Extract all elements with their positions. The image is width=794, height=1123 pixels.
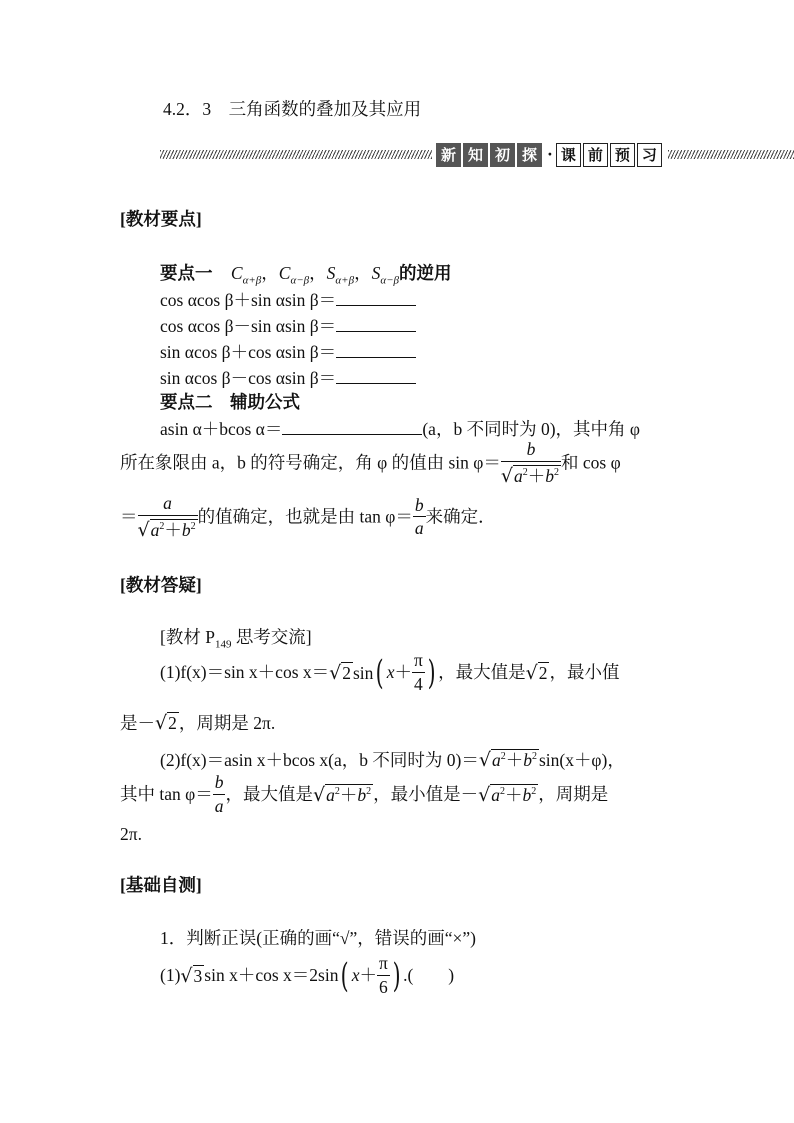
point1-suffix: 的逆用 <box>399 263 452 283</box>
point2-label: 要点二 辅助公式 <box>160 392 300 412</box>
heading-self-test: [基础自测] <box>120 875 202 895</box>
point1-item: cos αcos β－sin αsin β＝ <box>160 317 416 336</box>
banner-char: 知 <box>463 143 488 167</box>
section-banner <box>436 143 664 167</box>
question-1: 1．判断正误(正确的画“√”，错误的画“×”) <box>160 928 476 948</box>
banner-char: 预 <box>610 143 635 167</box>
answer-blank[interactable] <box>336 343 416 358</box>
answer-item-2: (2)f(x)＝asin x＋bcos x(a，b 不同时为 $0)=√a^2+b^2$ sin(x＋φ)， <box>160 749 625 771</box>
banner-char: 课 <box>556 143 581 167</box>
banner-char: 初 <box>490 143 515 167</box>
answer-blank[interactable] <box>336 317 416 332</box>
answer-item-1-line-2: 是－√2 ，周期是 2π. <box>120 712 276 734</box>
aux-line-2: 所在象限由 a，b 的符号确定，角 φ 的值由 sin φ＝ $\frac{b}{√a^2+b^2}$ 和 cos φ <box>120 439 621 487</box>
answer-item-1: (1)f(x)＝sin x＋cos x＝√2 sin( x＋ $\frac{\pi}{4}$ ) ，最大值是√2 ，最小值 <box>160 650 620 694</box>
point1-label: 要点一 <box>160 263 213 283</box>
textbook-reference: [教材 $P_{149}$ 思考交流] <box>160 627 312 651</box>
question-1-item-1: (1)√3 sin x＋cos x＝2sin( x＋ $\frac{\pi}{6}$ ) .( ) <box>160 953 455 997</box>
banner-char: 探 <box>517 143 542 167</box>
answer-blank[interactable] <box>336 369 416 384</box>
answer-item-2-line-3: 2π. <box>120 824 142 844</box>
section-title: 4.2．3 三角函数的叠加及其应用 <box>163 99 422 119</box>
heading-key-points: [教材要点] <box>120 209 202 229</box>
heading-answers: [教材答疑] <box>120 575 202 595</box>
point1-line: 要点一 $C_{\alpha+\beta}$，$C_{\alpha-\beta}$，$S_{\alpha+\beta}$，$S_{\alpha-\beta}$的逆用 <box>160 263 452 287</box>
banner-hatch-right <box>668 150 794 159</box>
banner-char: 习 <box>637 143 662 167</box>
banner-dot: · <box>547 144 553 164</box>
fraction-b-over-sqrt: $\frac{b}{√a^2+b^2}$ <box>500 439 559 487</box>
point1-item: sin αcos β＋cos αsin β＝ <box>160 343 416 362</box>
banner-hatch-left <box>160 150 432 159</box>
banner-char: 前 <box>583 143 608 167</box>
fraction-b-over-a: $\frac{b}{a}$ <box>414 494 424 539</box>
answer-blank[interactable] <box>336 291 416 306</box>
banner-char: 新 <box>436 143 461 167</box>
fraction-a-over-sqrt: $\frac{a}{√a^2+b^2}$ <box>137 493 196 541</box>
answer-item-2-line-2: 其中 tan φ＝ $\frac{b}{a}$ ，最大值是$√a^2+b^2$ ，最小值是$-√a^2+b^2$ ，周期是 <box>120 772 609 816</box>
point1-item: sin αcos β－cos αsin β＝ <box>160 369 416 388</box>
aux-line-3: ＝ $\frac{a}{√a^2+b^2}$ 的值确定，也就是由 tan φ＝ $\frac{b}{a}$ 来确定． <box>120 493 496 541</box>
aux-line-1: asin α＋bcos α＝ (a，b 不同时为 0)，其中角 φ <box>160 419 641 439</box>
answer-blank[interactable] <box>282 420 422 435</box>
point1-item: cos αcos β＋sin αsin β＝ <box>160 291 416 310</box>
